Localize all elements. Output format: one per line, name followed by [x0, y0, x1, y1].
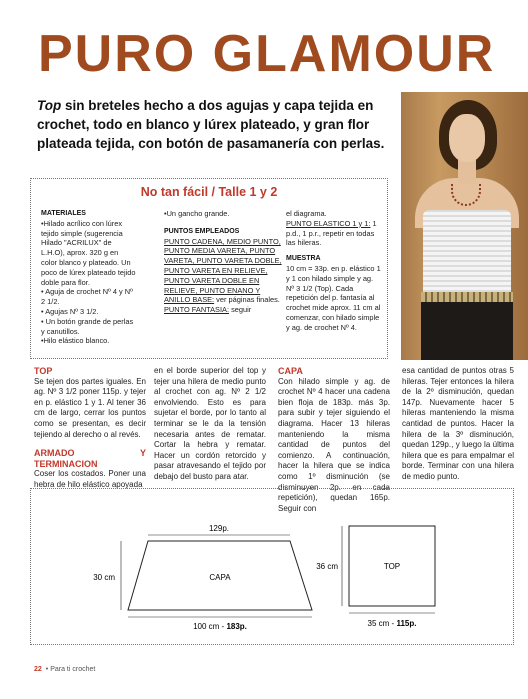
instructions-col-2 — [154, 366, 266, 483]
intro-paragraph — [37, 96, 397, 153]
top-text: Se tejen dos partes iguales. En ag. Nº 3 1/2 poner 115p. y tejer en p. elástico 1 y 1. Al tener 36 cm de largo, cerrar los puntos como se presentan, es decir tejiendo al derecho o al revés. — [34, 376, 146, 439]
armado-heading: ARMADO Y TERMINACION — [34, 448, 146, 469]
capa-continued: esa cantidad de puntos otras 5 hileras. Tejer entonces la hilera de la 2º disminución, quedan 147p. Nuevamente hacer 5 hileras manteniendo la misma cantidad de puntos. Hacer la hilera de la 3º disminución, quedan 129p., y luego la última hilera que es para empalmar el borde. Terminar con una hilera de medio punto. — [402, 366, 514, 481]
page-title: PURO GLAMOUR — [38, 25, 496, 83]
materials-line: •Un gancho grande. — [164, 209, 230, 218]
capa-text: Con hilado simple y ag. de crochet Nº 4 hacer una cadena bien floja de 183p. más 3p. para subir y tejer siguiendo el diagrama. Hacer 13 hileras manteniendo la misma cantidad de puntos del comienzo. A continuación, hacer la hilera que se indica como 1º disminución (se disminuyen 2p. en cada repetición), quedan 165p. Seguir con — [278, 376, 390, 513]
top-label: TOP — [383, 562, 401, 571]
capa-heading: CAPA — [278, 366, 303, 376]
footer-text: • Para ti crochet — [45, 666, 96, 673]
capa-bottom-measure: 100 cm - 183p. — [193, 622, 247, 631]
points-see: ver páginas finales. — [214, 295, 280, 305]
diagram-ref: el diagrama. — [286, 209, 327, 218]
intro-lead: Top — [37, 98, 62, 113]
difficulty-heading: No tan fácil / Talle 1 y 2 — [140, 185, 278, 199]
intro-text: sin breteles hecho a dos agujas y capa tejida en crochet, todo en blanco y lúrex plateado, y gran flor plateada tejida, con botón de pasamanería con perlas. — [37, 98, 385, 151]
sample-text: 10 cm = 33p. en p. elástico 1 y 1 con hilado simple y ag. Nº 3 1/2 (Top). Cada repetición del p. fantasía al crochet mide aprox. 11 cm al comenzar, con hilado simple y ag. de crochet Nº 4. — [286, 263, 381, 332]
sample-column — [286, 209, 383, 333]
page-number: 22 — [34, 666, 42, 673]
materials-line: • Agujas Nº 3 1/2. — [41, 306, 99, 316]
diagram-svg — [31, 489, 515, 646]
materials-heading: MATERIALES — [41, 210, 86, 217]
fantasia-label: PUNTO FANTASIA: — [164, 305, 230, 315]
points-list: PUNTO CADENA, MEDIO PUNTO, PUNTO MEDIA VARETA, PUNTO VARETA, PUNTO VARETA DOBLE, PUNTO VARETA EN RELIEVE, PUNTO VARETA DOBLE EN RELIEVE, PUNTO ENANO Y ANILLO BASE: — [164, 236, 282, 305]
armado-continued: en el borde superior del top y tejer una hilera de medio punto al crochet con ag. Nº 2 1/2 envolviendo. Esto es para sujetar el borde, por lo tanto al terminar se le da la tensión necesaria antes de rematar. Cortar la hebra y rematar. Hacer un cordón retorcido y pasar atravesando el tejido por debajo del busto para atar. — [154, 366, 266, 481]
materials-line: • Aguja de crochet Nº 4 y Nº 2 1/2. — [41, 287, 133, 307]
pattern-diagram — [30, 488, 514, 645]
capa-height-measure: 30 cm — [93, 573, 115, 582]
capa-top-measure: 129p. — [208, 524, 230, 533]
points-heading: PUNTOS EMPLEADOS — [164, 227, 240, 235]
sample-heading: MUESTRA — [286, 255, 321, 263]
materials-line: • Un botón grande de perlas y canutillos. — [41, 316, 134, 336]
points-column — [164, 209, 282, 315]
armado-text: Coser los costados. Poner una hebra de hilo elástico apoyada — [34, 469, 146, 489]
materials-column — [41, 209, 136, 346]
top-bottom-measure: 35 cm - 115p. — [367, 619, 417, 628]
top-height-measure: 36 cm — [316, 562, 338, 571]
materials-box — [30, 178, 388, 359]
instructions-col-1 — [34, 366, 146, 491]
materials-line: •Hilado acrílico con lúrex tejido simple (sugerencia Hilado "ACRILUX" de L.H.O), aprox. 320 g en color blanco y plateado. Un poco de lúrex plateado tejido doble para flor. — [41, 218, 136, 287]
materials-line: •Hilo elástico blanco. — [41, 336, 110, 346]
instructions-col-4 — [402, 366, 514, 483]
elastic-heading: PUNTO ELASTICO 1 y 1: — [286, 218, 371, 228]
fantasia-text: seguir — [229, 305, 252, 315]
top-heading: TOP — [34, 366, 53, 376]
model-photo — [401, 92, 528, 360]
elastic-text: 1 p.d., 1 p.r., repetir en todas las hileras. — [286, 218, 377, 248]
capa-label: CAPA — [209, 573, 231, 582]
page-footer — [34, 666, 95, 673]
